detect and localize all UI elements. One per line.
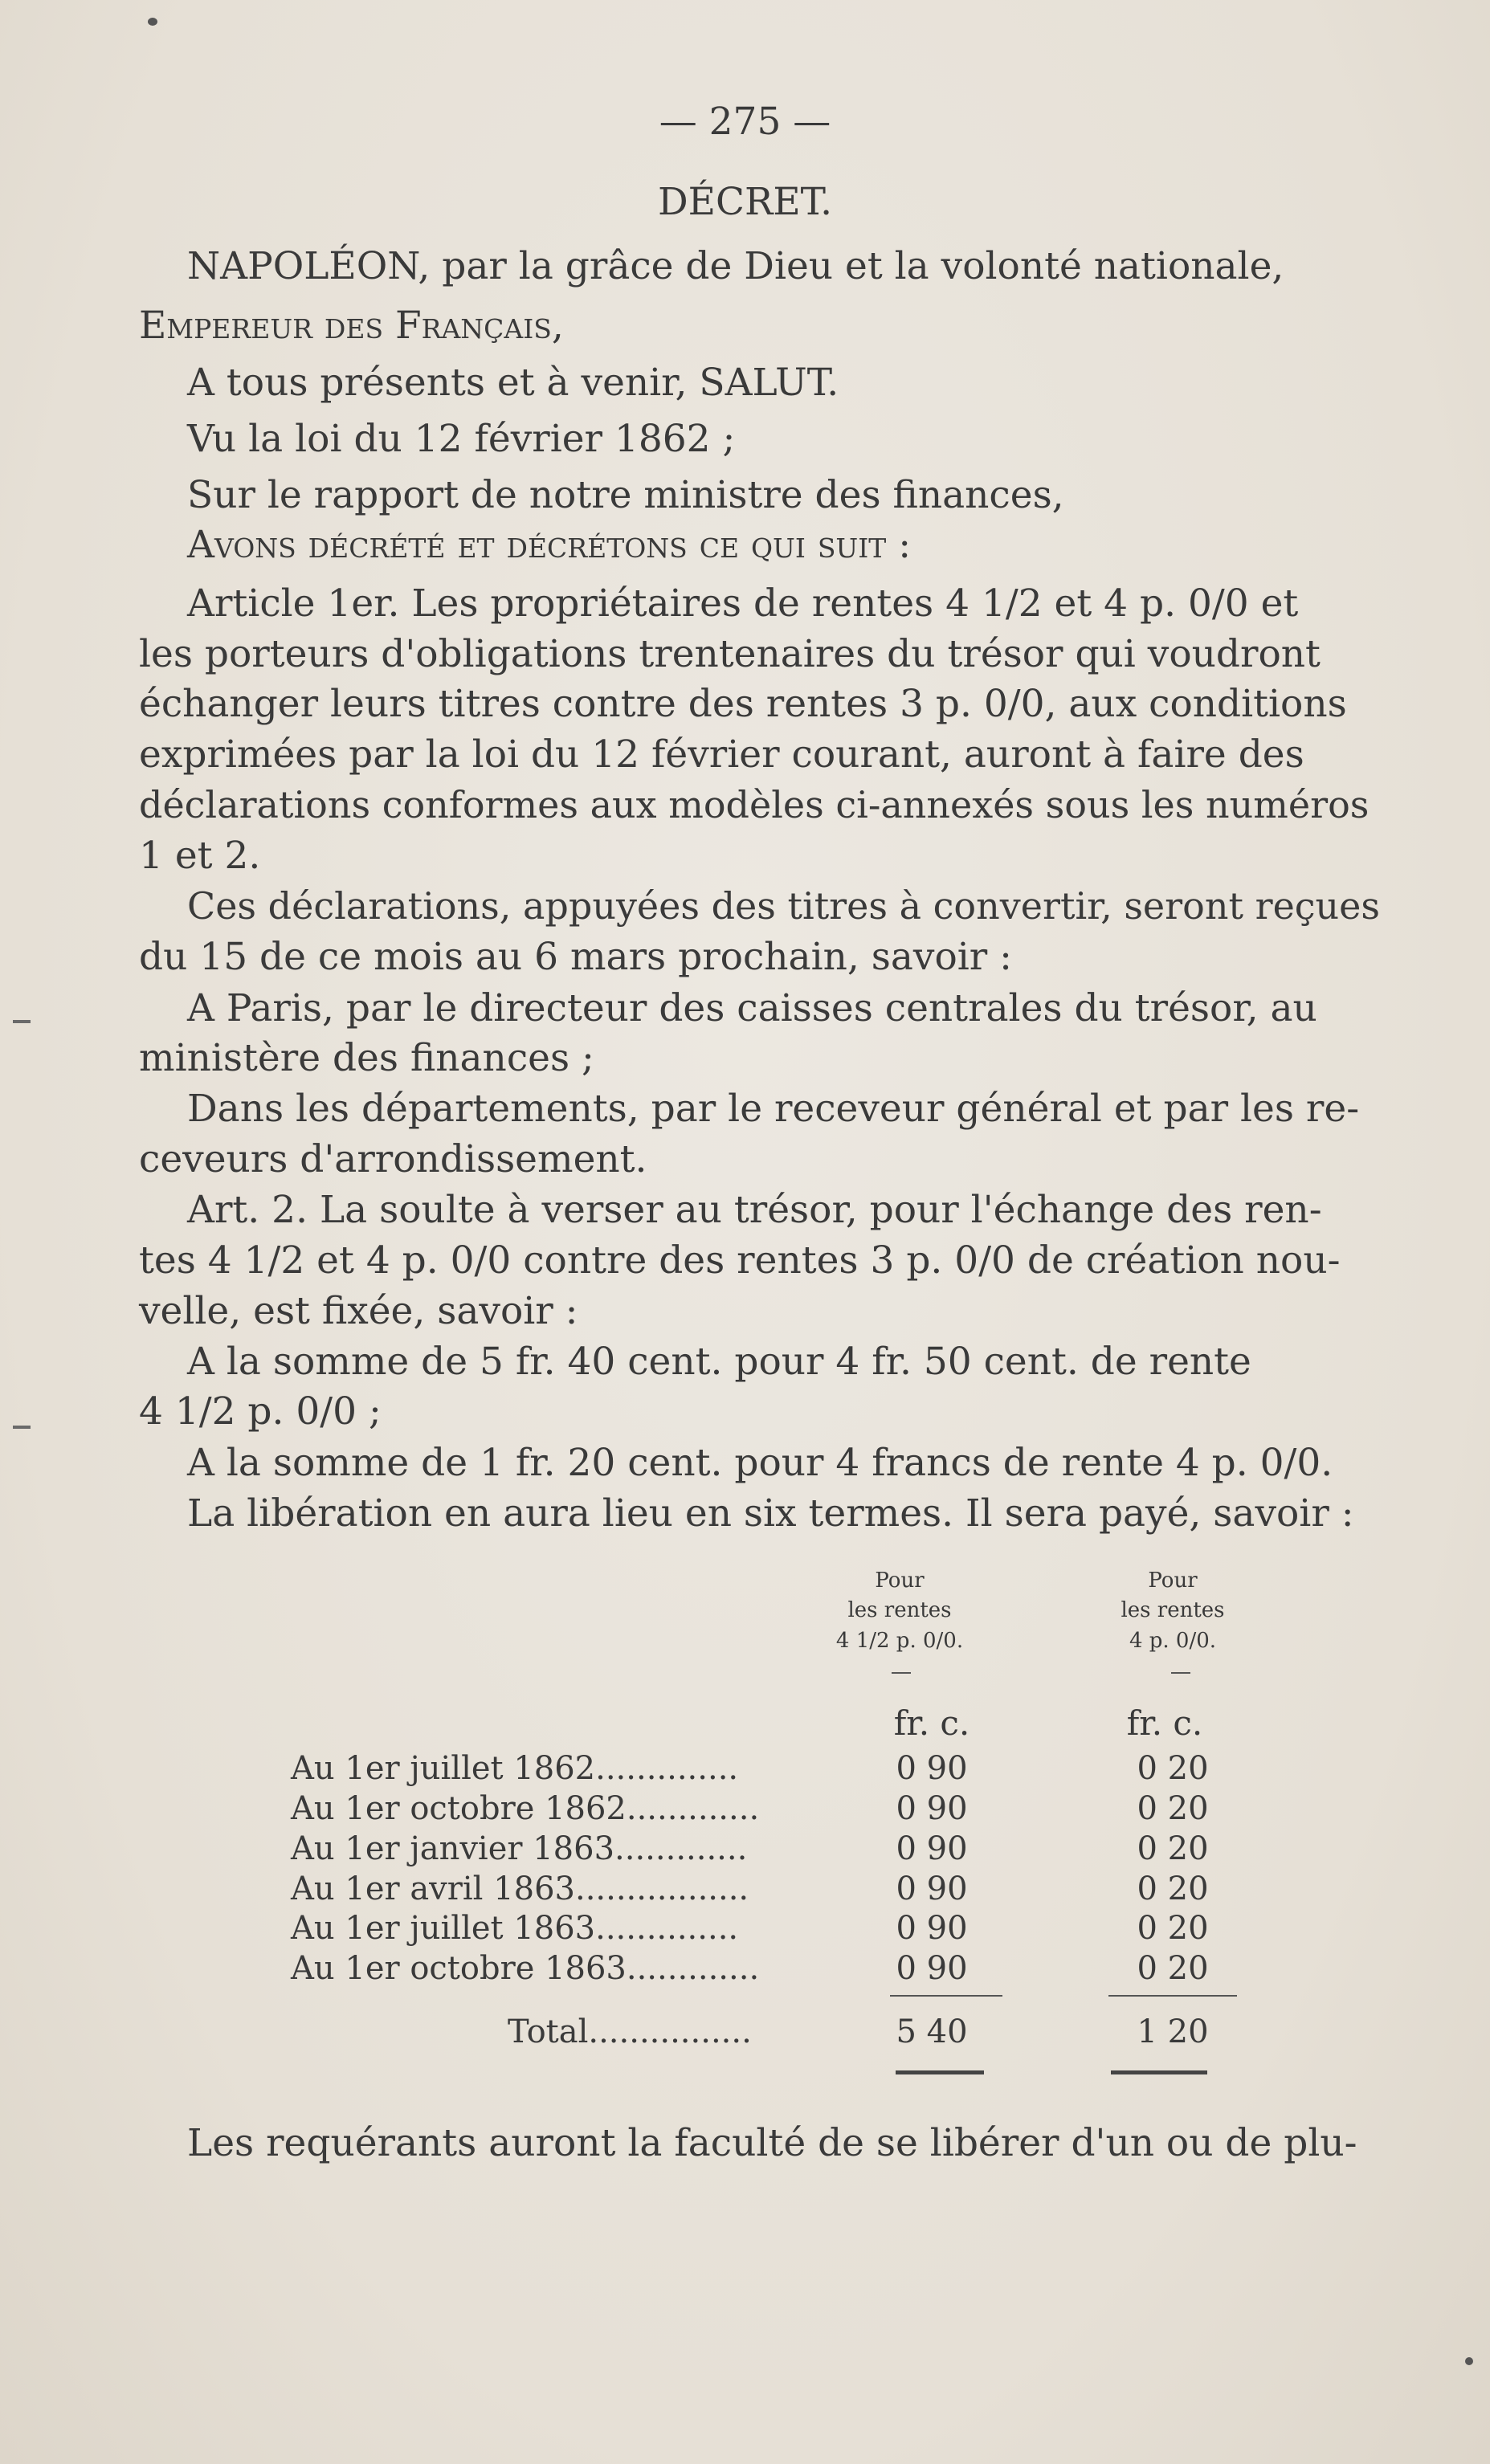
text-line: du 15 de ce mois au 6 mars prochain, savoir :: [139, 935, 1013, 979]
total-rule: [1108, 1995, 1237, 1997]
col1-header-line: les rentes: [847, 1598, 952, 1622]
row-col2: 0 20: [1137, 1950, 1209, 1987]
row-label: Au 1er octobre 1862.............: [291, 1790, 760, 1827]
text-line: exprimées par la loi du 12 février courant, auront à faire des: [139, 732, 1304, 777]
text-line: A tous présents et à venir, SALUT.: [187, 361, 839, 405]
row-col1: 0 90: [896, 1910, 968, 1947]
row-col2: 0 20: [1137, 1830, 1209, 1867]
text-line: A la somme de 1 fr. 20 cent. pour 4 francs de rente 4 p. 0/0.: [187, 1441, 1333, 1485]
row-label: Au 1er juillet 1862..............: [291, 1750, 739, 1787]
row-label: Au 1er octobre 1863.............: [291, 1950, 760, 1987]
total-col1: 5 40: [896, 2013, 968, 2050]
text-line: Avons décrété et décrétons ce qui suit :: [187, 523, 912, 567]
margin-mark: [13, 1426, 31, 1429]
text-line: Dans les départements, par le receveur général et par les re-: [187, 1087, 1360, 1131]
header-dash: [1171, 1672, 1190, 1674]
col2-header-line: 4 p. 0/0.: [1129, 1629, 1217, 1653]
text-line: Sur le rapport de notre ministre des finances,: [187, 473, 1064, 517]
text-line: déclarations conformes aux modèles ci-annexés sous les numéros: [139, 783, 1370, 826]
row-col2: 0 20: [1137, 1750, 1209, 1787]
text-line: 1 et 2.: [139, 834, 261, 878]
text-line: Vu la loi du 12 février 1862 ;: [187, 417, 736, 461]
scan-speck: [1465, 2357, 1473, 2365]
row-col1: 0 90: [896, 1790, 968, 1827]
total-rule: [890, 1995, 1002, 1997]
text-line: tes 4 1/2 et 4 p. 0/0 contre des rentes 3 p. 0/0 de création nou-: [139, 1238, 1341, 1283]
decree-heading: DÉCRET.: [657, 180, 833, 224]
col2-unit: fr. c.: [1126, 1703, 1203, 1743]
margin-mark: [13, 1020, 31, 1023]
page-number: — 275 —: [659, 100, 831, 144]
text-line: ceveurs d'arrondissement.: [139, 1137, 647, 1181]
col1-header-line: 4 1/2 p. 0/0.: [835, 1629, 964, 1653]
text-line: Ces déclarations, appuyées des titres à convertir, seront reçues: [187, 884, 1381, 928]
text-line: Les requérants auront la faculté de se libérer d'un ou de plu-: [187, 2121, 1357, 2165]
text-line: La libération en aura lieu en six termes. Il sera payé, savoir :: [187, 1491, 1354, 1536]
row-col1: 0 90: [896, 1750, 968, 1787]
text-line: 4 1/2 p. 0/0 ;: [139, 1389, 382, 1434]
row-col2: 0 20: [1137, 1870, 1209, 1907]
col1-header-line: Pour: [875, 1569, 925, 1593]
row-col2: 0 20: [1137, 1910, 1209, 1947]
text-line: NAPOLÉON, par la grâce de Dieu et la volonté nationale,: [187, 244, 1284, 288]
col2-header-line: les rentes: [1121, 1598, 1225, 1622]
row-col2: 0 20: [1137, 1790, 1209, 1827]
text-line: les porteurs d'obligations trentenaires du trésor qui voudront: [139, 632, 1321, 676]
row-label: Au 1er avril 1863.................: [291, 1870, 749, 1907]
text-line: ministère des finances ;: [139, 1036, 594, 1080]
header-dash: [892, 1672, 911, 1674]
text-line: Art. 2. La soulte à verser au trésor, pour l'échange des ren-: [187, 1188, 1322, 1232]
row-col1: 0 90: [896, 1830, 968, 1867]
total-underline: [896, 2070, 984, 2074]
text-line: Empereur des Français,: [139, 304, 564, 348]
scan-speck: [148, 18, 157, 26]
text-line: échanger leurs titres contre des rentes 3 p. 0/0, aux conditions: [139, 682, 1347, 726]
col2-header-line: Pour: [1148, 1569, 1198, 1593]
total-label: Total................: [508, 2013, 752, 2050]
row-col1: 0 90: [896, 1870, 968, 1907]
col1-unit: fr. c.: [893, 1703, 970, 1743]
text-line: Article 1er. Les propriétaires de rentes 4 1/2 et 4 p. 0/0 et: [187, 581, 1299, 626]
row-label: Au 1er juillet 1863..............: [291, 1910, 739, 1947]
text-line: velle, est fixée, savoir :: [139, 1289, 578, 1333]
total-col2: 1 20: [1137, 2013, 1209, 2050]
total-underline: [1111, 2070, 1207, 2074]
text-line: A Paris, par le directeur des caisses centrales du trésor, au: [187, 986, 1317, 1030]
text-line: A la somme de 5 fr. 40 cent. pour 4 fr. 50 cent. de rente: [187, 1340, 1251, 1384]
row-col1: 0 90: [896, 1950, 968, 1987]
row-label: Au 1er janvier 1863.............: [291, 1830, 748, 1867]
